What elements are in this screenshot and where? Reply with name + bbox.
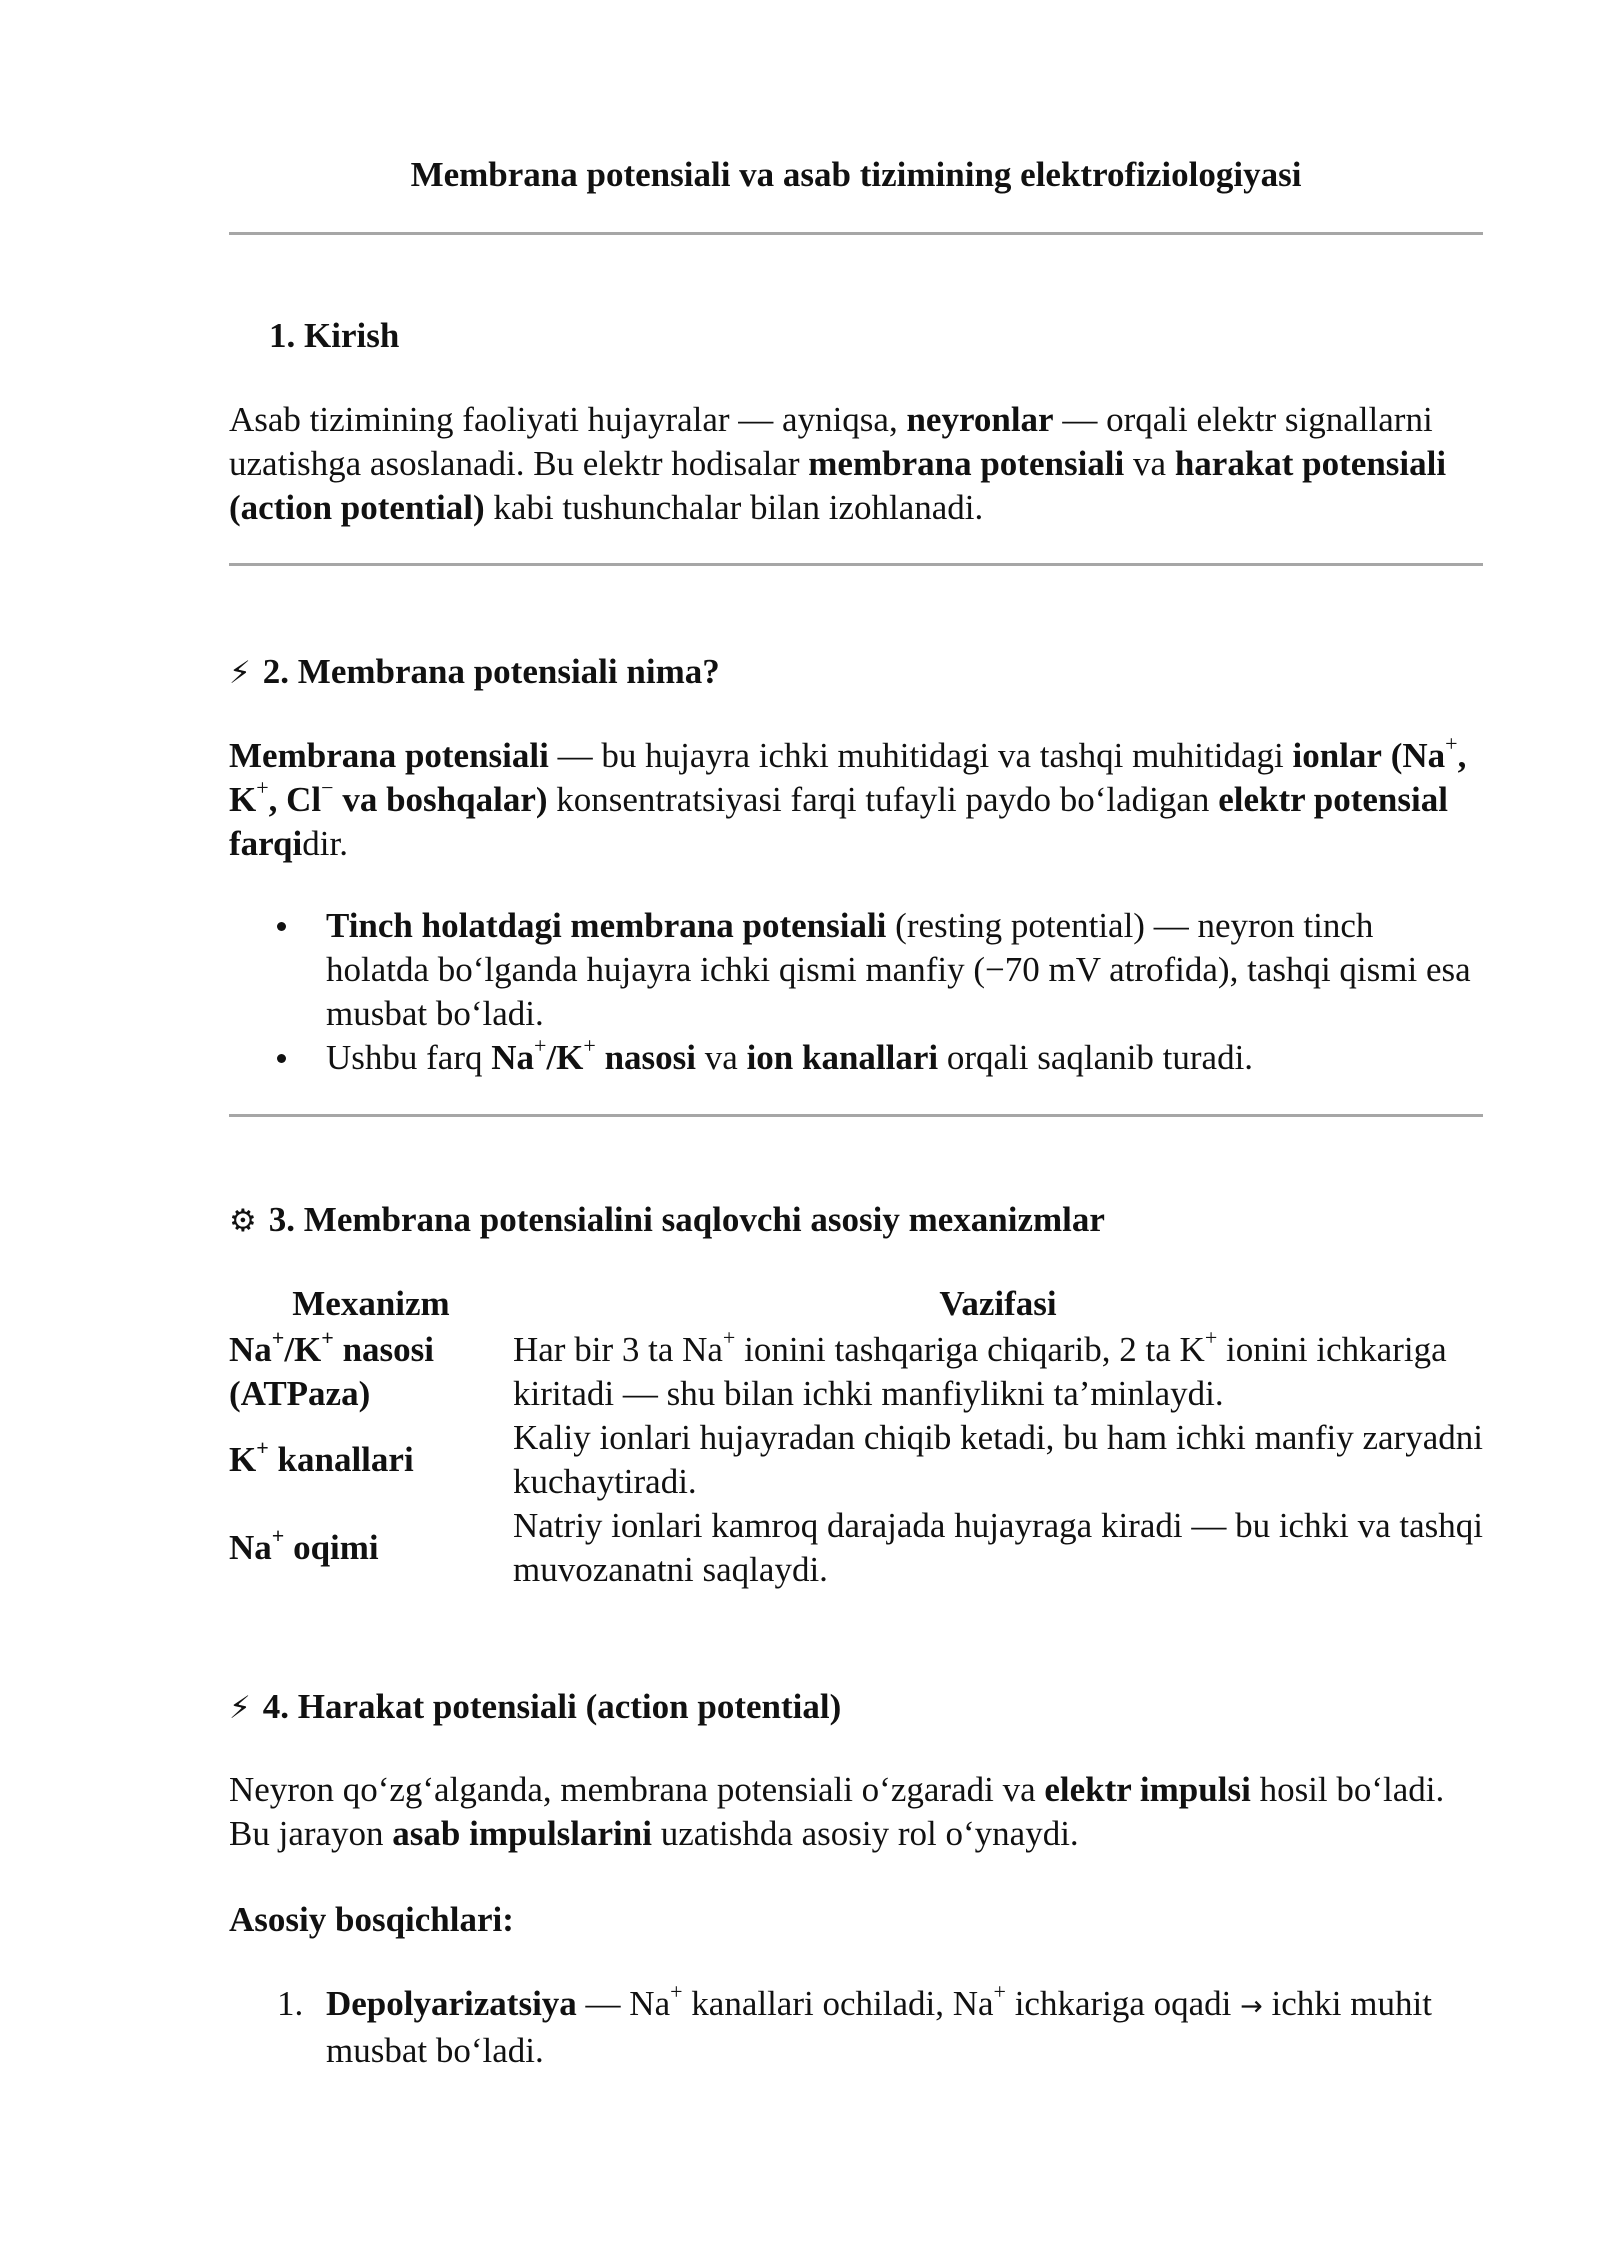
text-run: uzatishda asosiy rol o‘ynaydi. xyxy=(651,1814,1079,1853)
mechanism-cell xyxy=(229,1523,513,1570)
list-number: 1. xyxy=(277,1984,304,2023)
text-run: Asab tizimining faoliyati hujayralar — ayniqsa, xyxy=(229,400,907,439)
section-heading-mexanizmlar xyxy=(229,1198,1105,1243)
text-run: hosil bo‘ladi. Bu jarayon xyxy=(229,1770,1445,1853)
table-row xyxy=(229,1325,1483,1416)
horizontal-divider xyxy=(229,1114,1483,1117)
gear-icon: ⚙ xyxy=(229,1203,257,1239)
superscript: + xyxy=(583,1033,596,1059)
text-run: kabi tushunchalar bilan izohlanadi. xyxy=(484,488,984,527)
text-run: (ATPaza) xyxy=(229,1374,371,1413)
text-run: ionini ichkariga kiritadi — shu bilan ichki manfiylikni ta’minlaydi. xyxy=(513,1330,1447,1413)
text-run: ichkariga oqadi xyxy=(1005,1984,1241,2023)
text-run: ichki muhit musbat bo‘ladi. xyxy=(326,1984,1432,2070)
column-header-vazifasi: Vazifasi xyxy=(939,1284,1057,1323)
bold-term: neyronlar xyxy=(906,400,1054,439)
superscript: + xyxy=(534,1033,547,1059)
bold-term: Asosiy bosqichlari: xyxy=(229,1900,514,1939)
superscript: + xyxy=(722,1325,736,1351)
text-run: orqali saqlanib turadi. xyxy=(938,1038,1254,1077)
bold-term: elektr impulsi xyxy=(1044,1770,1251,1809)
text-run: K xyxy=(229,1440,257,1479)
table-row xyxy=(229,1504,1483,1592)
superscript: + xyxy=(256,775,269,801)
text-run: ionini tashqariga chiqarib, 2 ta K xyxy=(735,1330,1205,1369)
table-row xyxy=(229,1416,1483,1504)
list-item xyxy=(229,1979,1483,2073)
text-run: nasosi xyxy=(333,1330,435,1369)
arrow-right-icon: → xyxy=(1240,1991,1263,2022)
mechanism-cell xyxy=(229,1435,513,1482)
text-run: Neyron qo‘zg‘alganda, membrana potensiali o‘zgaradi va xyxy=(229,1770,1045,1809)
bold-term: , Cl xyxy=(268,780,322,819)
bold-term: Tinch holatdagi membrana potensiali xyxy=(326,906,887,945)
heading-text: 4. Harakat potensiali (action potential) xyxy=(262,1687,842,1726)
bold-term: va boshqalar) xyxy=(333,780,548,819)
superscript: − xyxy=(321,775,334,801)
bold-term: Depolyarizatsiya xyxy=(326,1984,577,2023)
bold-term: asab impulslarini xyxy=(392,1814,652,1853)
text-run: dir. xyxy=(302,824,348,863)
list-item xyxy=(229,904,1483,1036)
bullet-icon xyxy=(277,1054,286,1063)
bold-term: ionlar xyxy=(1292,736,1382,775)
superscript: + xyxy=(670,1979,683,2005)
text-run: va xyxy=(1124,444,1175,483)
column-header-mexanizm: Mexanizm xyxy=(292,1284,450,1323)
action-potential-paragraph xyxy=(229,1768,1483,1856)
text-run: Ushbu farq xyxy=(326,1038,492,1077)
bold-term: , K xyxy=(229,736,1467,819)
text-run: konsentratsiyasi farqi tufayli paydo bo‘ladigan xyxy=(547,780,1219,819)
ordered-list xyxy=(229,1979,1483,2073)
text-run: — Na xyxy=(576,1984,671,2023)
list-item xyxy=(229,1033,1483,1080)
mechanisms-table xyxy=(229,1282,1483,1592)
superscript: + xyxy=(271,1523,285,1549)
section-heading-harakat xyxy=(229,1685,841,1730)
superscript: + xyxy=(993,1979,1006,2005)
function-cell: Kaliy ionlari hujayradan chiqib ketadi, bu ham ichki manfiy zaryadni kuchaytiradi. xyxy=(513,1418,1483,1501)
text-run: oqimi xyxy=(284,1528,379,1567)
text-run: Har bir 3 ta Na xyxy=(513,1330,723,1369)
bold-term: harakat potensiali (action potential) xyxy=(229,444,1447,527)
text-run: Na xyxy=(229,1528,272,1567)
bold-term: (Na xyxy=(1390,736,1446,775)
document-title: Membrana potensiali va asab tizimining elektrofiziologiyasi xyxy=(410,155,1302,194)
superscript: + xyxy=(321,1325,334,1351)
heading-text: 2. Membrana potensiali nima? xyxy=(262,652,720,691)
function-cell xyxy=(513,1325,1483,1416)
section-heading-kirish: 1. Kirish xyxy=(269,316,400,355)
superscript: + xyxy=(1445,731,1458,757)
horizontal-divider xyxy=(229,232,1483,235)
table-header xyxy=(229,1282,1483,1328)
superscript: + xyxy=(1204,1325,1218,1351)
superscript: + xyxy=(256,1435,269,1461)
bold-term: Membrana potensiali xyxy=(229,736,549,775)
text-run: kanallari ochiladi, Na xyxy=(682,1984,994,2023)
bullet-list xyxy=(229,904,1483,1080)
bold-term: /K xyxy=(546,1038,584,1077)
text-run: Na xyxy=(229,1330,272,1369)
lightning-icon: ⚡ xyxy=(229,1690,251,1726)
text-run: /K xyxy=(284,1330,322,1369)
text-run: — bu hujayra ichki muhitidagi va tashqi muhitidagi xyxy=(548,736,1293,775)
definition-paragraph xyxy=(229,731,1483,866)
mechanism-cell xyxy=(229,1325,513,1416)
text-run: — orqali elektr signallarni uzatishga asoslanadi. Bu elektr hodisalar xyxy=(229,400,1433,483)
text-run: va xyxy=(696,1038,747,1077)
bold-term: Na xyxy=(491,1038,535,1077)
lightning-icon: ⚡ xyxy=(229,655,251,691)
horizontal-divider xyxy=(229,563,1483,566)
bold-term: elektr potensial farqi xyxy=(229,780,1448,863)
stages-heading xyxy=(229,1898,1483,1942)
bullet-icon xyxy=(277,922,286,931)
bold-term: membrana potensiali xyxy=(808,444,1125,483)
intro-paragraph xyxy=(229,398,1483,530)
function-cell: Natriy ionlari kamroq darajada hujayraga kiradi — bu ichki va tashqi muvozanatni saqlaydi. xyxy=(513,1506,1483,1589)
text-run: (resting potential) — neyron tinch holatda bo‘lganda hujayra ichki qismi manfiy (−70 mV atrofida), tashqi qismi esa musbat bo‘ladi. xyxy=(326,906,1471,1033)
bold-term: ion kanallari xyxy=(746,1038,939,1077)
heading-text: 3. Membrana potensialini saqlovchi asosiy mexanizmlar xyxy=(268,1200,1105,1239)
text-run: kanallari xyxy=(268,1440,414,1479)
bold-term: nasosi xyxy=(595,1038,697,1077)
superscript: + xyxy=(271,1325,285,1351)
section-heading-membrana xyxy=(229,650,720,695)
